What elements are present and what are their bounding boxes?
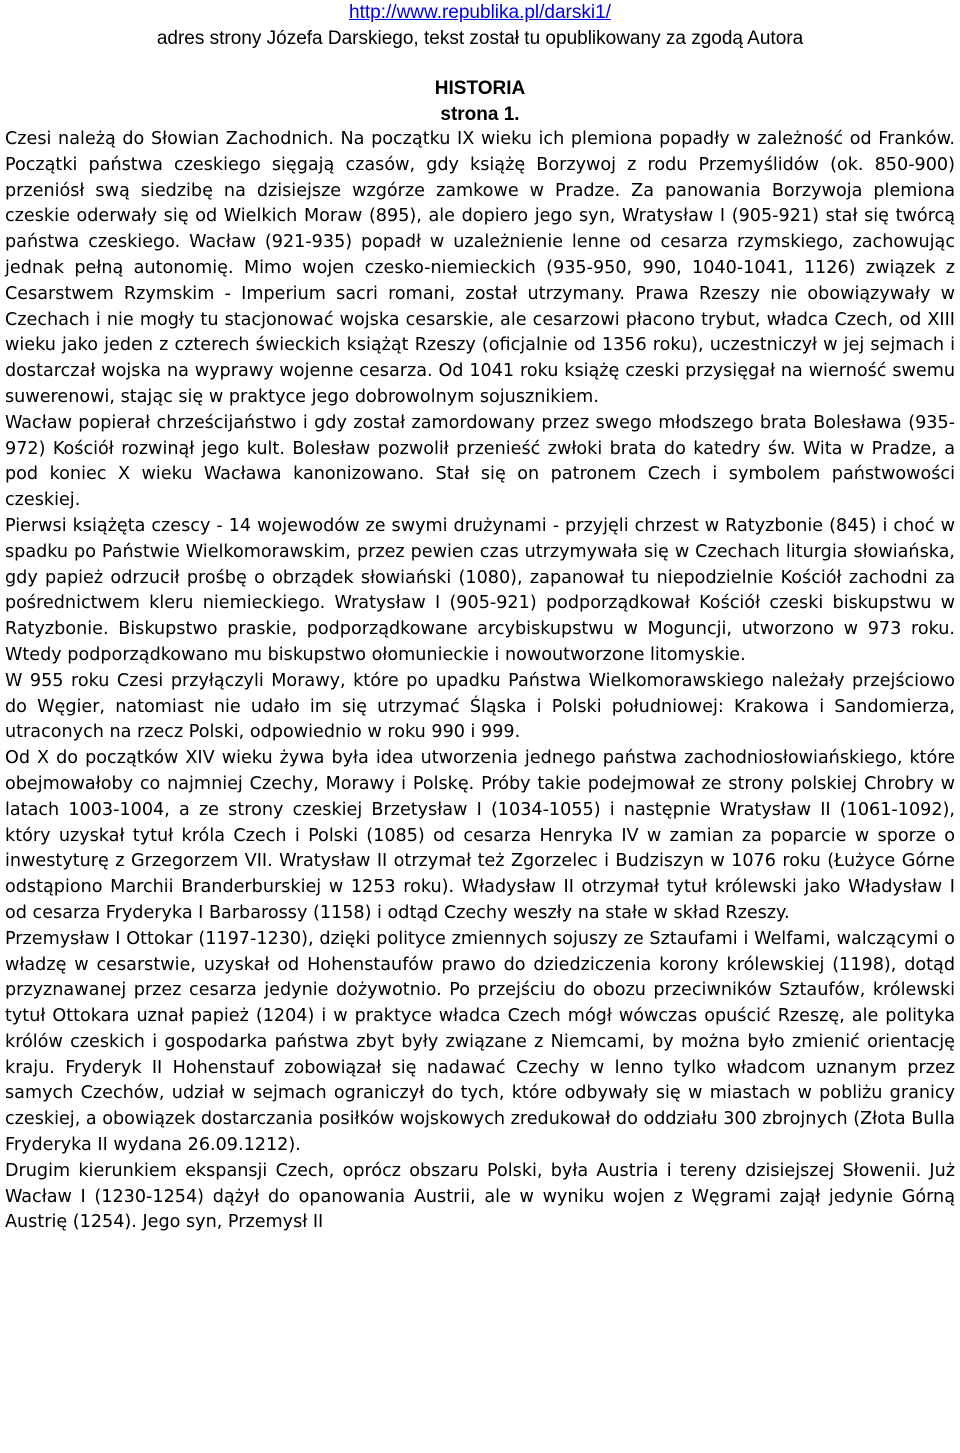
paragraph: Wacław popierał chrześcijaństwo i gdy został zamordowany przez swego młodszego brata Bolesława (935-972) Kościół rozwinął jego kult. Bolesław pozwolił przenieść zwłoki brata do katedry św. Wita w Pradze, a pod koniec X wieku Wacława kanonizowano. Stał się on patronem Czech i symbolem państwowości czeskiej.	[5, 412, 955, 511]
publication-notice: adres strony Józefa Darskiego, tekst został tu opublikowany za zgodą Autora	[156, 28, 804, 49]
paragraph: Przemysław I Ottokar (1197-1230), dzięki polityce zmiennych sojuszy ze Sztaufami i Welfami, walczącymi o władzę w cesarstwie, uzyskał od Hohenstaufów prawo do dziedziczenia korony królewskiej (1198), dotąd przyznawanej przez cesarza jedynie dożywotnio. Po przejściu do obozu przeciwników Sztaufów, królewski tytuł Ottokara uznał papież (1204) i w praktyce władca Czech mógł wówczas opuścić Rzeszę, ale polityka królów czeskich i gospodarka państwa zbyt były związane z Niemcami, by można było zmienić orientację kraju. Fryderyk II Hohenstauf zobowiązał się nadawać Czechy w lenno tylko władcom uznanym przez samych Czechów, udział w sejmach ograniczył do tych, które odbywały się w miastach w pobliżu granicy czeskiej, a obowiązek dostarczania posiłków wojskowych zredukował do oddziału 300 zbrojnych (Złota Bulla Fryderyka II wydana 26.09.1212).	[5, 928, 955, 1156]
document-page	[5, 0, 955, 1236]
page-number: strona 1.	[440, 103, 520, 125]
document-title: HISTORIA	[434, 78, 526, 99]
paragraph: Pierwsi książęta czescy - 14 wojewodów ze swymi drużynami - przyjęli chrzest w Ratyzbonie (845) i choć w spadku po Państwie Wielkomorawskim, przez pewien czas utrzymywała się w Czechach liturgia słowiańska, gdy papież odrzucił prośbę o obrządek słowiański (1080), zapanował tu niepodzielnie Kościół zachodni za pośrednictwem kleru niemieckiego. Wratysław I (905-921) podporządkował Kościół czeski biskupstwu w Ratyzbonie. Biskupstwo praskie, podporządkowane arcybiskupstwu w Moguncji, utworzono w 973 roku. Wtedy podporządkowano mu biskupstwo ołomunieckie i nowoutworzone litomyskie.	[5, 515, 955, 665]
paragraph: Od X do początków XIV wieku żywa była idea utworzenia jednego państwa zachodniosłowiańskiego, które obejmowałoby co najmniej Czechy, Morawy i Polskę. Próby takie podejmował ze strony polskiej Chrobry w latach 1003-1004, a ze strony czeskiej Brzetysław I (1034-1055) i następnie Wratysław II (1061-1092), który uzyskał tytuł króla Czech i Polski (1085) od cesarza Henryka IV w zamian za poparcie w sporze o inwestyturę z Grzegorzem VII. Wratysław II otrzymał też Zgorzelec i Budziszyn w 1076 roku (Łużyce Górne odstąpiono Marchii Branderburskiej w 1253 roku). Władysław II otrzymał tytuł królewski jako Władysław I od cesarza Fryderyka I Barbarossy (1158) i odtąd Czechy weszły na stałe w skład Rzeszy.	[5, 748, 955, 923]
article-body	[5, 127, 955, 1236]
paragraph: W 955 roku Czesi przyłączyli Morawy, które po upadku Państwa Wielkomorawskiego należały przejściowo do Węgier, natomiast nie udało im się utrzymać Śląska i Polski południowej: Krakowa i Sandomierza, utraconych na rzecz Polski, odpowiednio w roku 990 i 999.	[5, 670, 955, 743]
source-link[interactable]: http://www.republika.pl/darski1/	[349, 2, 611, 23]
header-spacer	[5, 52, 955, 76]
page-header	[5, 0, 955, 52]
paragraph: Czesi należą do Słowian Zachodnich. Na początku IX wieku ich plemiona popadły w zależność od Franków. Początki państwa czeskiego sięgają czasów, gdy książę Borzywoj z rodu Przemyślidów (ok. 850-900) przeniósł swą siedzibę na dzisiejsze wzgórze zamkowe w Pradze. Za panowania Borzywoja plemiona czeskie oderwały się od Wielkich Moraw (895), ale dopiero jego syn, Wratysław I (905-921) stał się twórcą państwa czeskiego. Wacław (921-935) popadł w uzależnienie lenne od cesarza rzymskiego, zachowując jednak pełną autonomię. Mimo wojen czesko-niemieckich (935-950, 990, 1040-1041, 1126) związek z Cesarstwem Rzymskim - Imperium sacri romani, został utrzymany. Prawa Rzeszy nie obowiązywały w Czechach i nie mogły tu stacjonować wojska cesarskie, ale cesarzowi płacono trybut, władca Czech, od XIII wieku jako jeden z czterech świeckich książąt Rzeszy (oficjalnie od 1356 roku), uczestniczył w jej sejmach i dostarczał wojska na wyprawy wojenne cesarza. Od 1041 roku książę czeski przysięgał na wierność swemu suwerenowi, stając się w praktyce jego dobrowolnym sojusznikiem.	[5, 129, 955, 407]
paragraph: Drugim kierunkiem ekspansji Czech, oprócz obszaru Polski, była Austria i tereny dzisiejszej Słowenii. Już Wacław I (1230-1254) dążył do opanowania Austrii, ale w wyniku wojen z Węgrami zajął jedynie Górną Austrię (1254). Jego syn, Przemysł II	[5, 1160, 955, 1233]
